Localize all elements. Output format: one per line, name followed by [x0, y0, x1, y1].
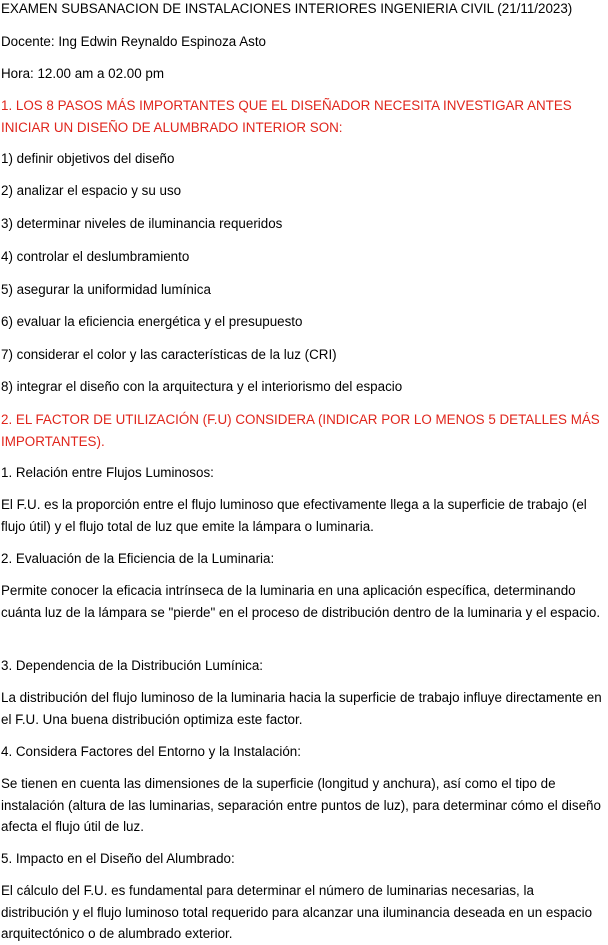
detail-heading: 5. Impacto en el Diseño del Alumbrado: — [1, 851, 235, 866]
detail-body: El F.U. es la proporción entre el flujo luminoso que efectivamente llega a la superficie de trabajo (el flujo útil) y el flujo total de luz que emite la lámpara o luminaria. — [1, 497, 587, 534]
detail-heading: 2. Evaluación de la Eficiencia de la Luminaria: — [1, 551, 275, 566]
step-item: 6) evaluar la eficiencia energética y el presupuesto — [1, 314, 303, 329]
step-item: 4) controlar el deslumbramiento — [1, 249, 190, 264]
question-2-heading: 2. EL FACTOR DE UTILIZACIÓN (F.U) CONSIDERA (INDICAR POR LO MENOS 5 DETALLES MÁS IMPORTANTES). — [1, 412, 600, 449]
detail-body: Se tienen en cuenta las dimensiones de la superficie (longitud y anchura), así como el tipo de instalación (altura de las luminarias, separación entre puntos de luz), para determinar cómo el diseño afecta el flujo útil de luz. — [1, 776, 601, 834]
step-item: 3) determinar niveles de iluminancia requeridos — [1, 216, 283, 231]
step-item: 8) integrar el diseño con la arquitectura y el interiorismo del espacio — [1, 379, 403, 394]
time-line: Hora: 12.00 am a 02.00 pm — [1, 66, 165, 81]
detail-heading: 3. Dependencia de la Distribución Lumínica: — [1, 658, 264, 673]
detail-heading: 4. Considera Factores del Entorno y la Instalación: — [1, 744, 301, 759]
step-item: 2) analizar el espacio y su uso — [1, 183, 182, 198]
detail-body: El cálculo del F.U. es fundamental para determinar el número de luminarias necesarias, la distribución y el flujo luminoso total requerido para alcanzar una iluminancia deseada en un espacio arquitectónico o de alumbrado exterior. — [1, 883, 593, 941]
question-1-heading: 1. LOS 8 PASOS MÁS IMPORTANTES QUE EL DISEÑADOR NECESITA INVESTIGAR ANTES INICIAR UN DISEÑO DE ALUMBRADO INTERIOR SON: — [1, 98, 572, 135]
exam-title: EXAMEN SUBSANACION DE INSTALACIONES INTERIORES INGENIERIA CIVIL (21/11/2023) — [1, 1, 573, 16]
detail-heading: 1. Relación entre Flujos Luminosos: — [1, 465, 214, 480]
teacher-line: Docente: Ing Edwin Reynaldo Espinoza Asto — [1, 34, 267, 49]
detail-body: Permite conocer la eficacia intrínseca de la luminaria en una aplicación específica, determinando cuánta luz de la lámpara se "pierde" en el proceso de distribución dentro de la luminaria y el espacio. — [1, 583, 601, 620]
step-item: 1) definir objetivos del diseño — [1, 151, 175, 166]
step-item: 5) asegurar la uniformidad lumínica — [1, 282, 211, 297]
detail-body: La distribución del flujo luminoso de la luminaria hacia la superficie de trabajo influye directamente en el F.U. Una buena distribución optimiza este factor. — [1, 690, 602, 727]
step-item: 7) considerar el color y las características de la luz (CRI) — [1, 347, 337, 362]
